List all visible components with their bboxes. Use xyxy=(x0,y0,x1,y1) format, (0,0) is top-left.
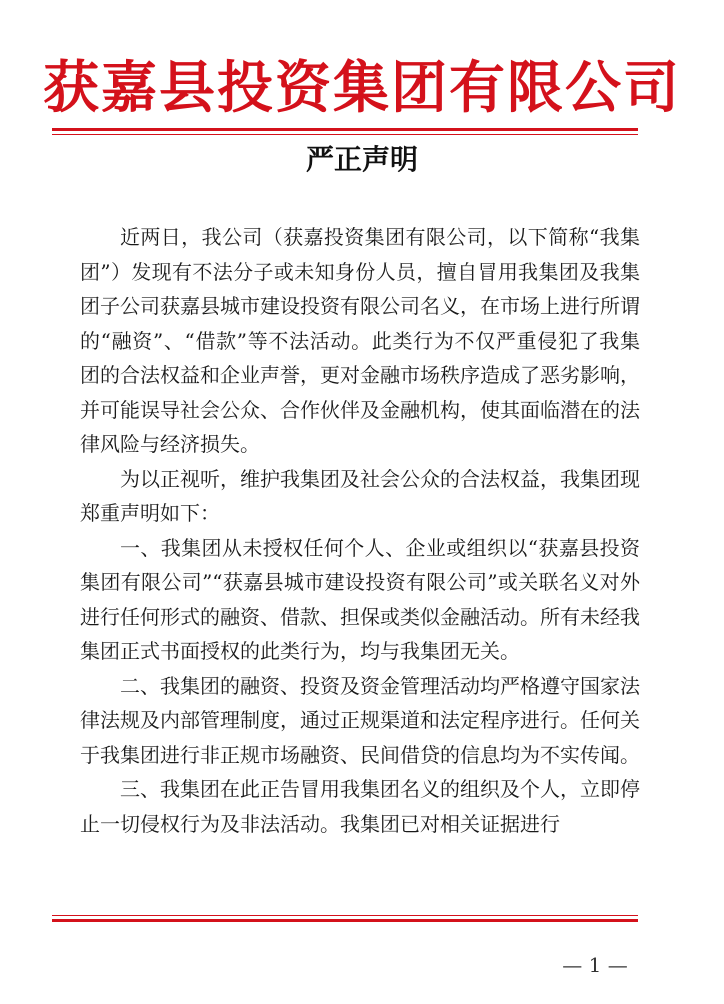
document-title: 严正声明 xyxy=(305,143,418,176)
page-number: — 1 — xyxy=(562,953,628,977)
footer-rule-thin xyxy=(52,915,638,916)
header-rule-thin xyxy=(52,134,638,135)
paragraph-intro: 近两日，我公司（获嘉投资集团有限公司，以下简称“我集团”）发现有不法分子或未知身份人员，擅自冒用我集团及我集团子公司获嘉县城市建设投资有限公司名义，在市场上进行所谓的“融资”、“借款”等不法活动。此类行为不仅严重侵犯了我集团的合法权益和企业声誉，更对金融市场秩序造成了恶劣影响，并可能误导社会公众、合作伙伴及金融机构，使其面临潜在的法律风险与经济损失。 xyxy=(80,225,640,456)
paragraph-item-2: 二、我集团的融资、投资及资金管理活动均严格遵守国家法律法规及内部管理制度，通过正规渠道和法定程序进行。任何关于我集团进行非正规市场融资、民间借贷的信息均为不实传闻。 xyxy=(80,673,640,767)
document-body xyxy=(80,220,640,841)
paragraph-statement-lead: 为以正视听，维护我集团及社会公众的合法权益，我集团现郑重声明如下： xyxy=(80,466,640,525)
organization-title: 获嘉县投资集团有限公司 xyxy=(43,56,681,121)
paragraph-item-3: 三、我集团在此正告冒用我集团名义的组织及个人，立即停止一切侵权行为及非法活动。我集团已对相关证据进行 xyxy=(80,777,640,836)
footer-rule-thick xyxy=(52,919,638,922)
paragraph-item-1: 一、我集团从未授权任何个人、企业或组织以“获嘉县投资集团有限公司”“获嘉县城市建设投资有限公司”或关联名义对外进行任何形式的融资、借款、担保或类似金融活动。所有未经我集团正式书面授权的此类行为，均与我集团无关。 xyxy=(80,535,640,663)
header-rule-thick xyxy=(52,128,638,131)
